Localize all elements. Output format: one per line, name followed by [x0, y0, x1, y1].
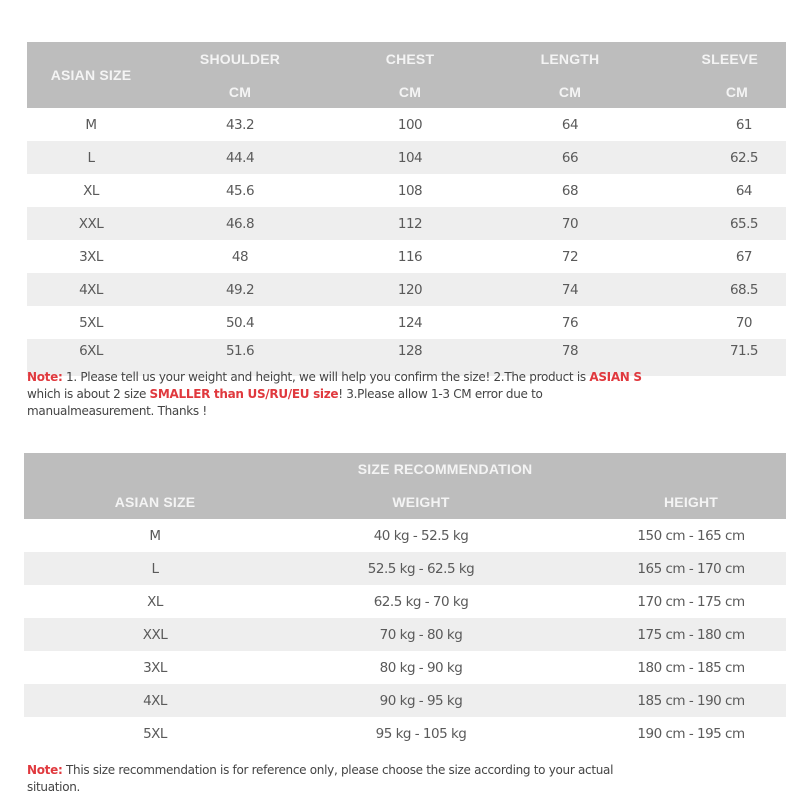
cell-size: XL	[83, 182, 99, 199]
cell-sleeve: 64	[735, 182, 752, 199]
cell-sleeve: 65.5	[729, 215, 758, 232]
table-row	[27, 108, 786, 141]
table-row	[24, 552, 786, 585]
table-row	[24, 717, 786, 750]
size-chart-header	[27, 42, 786, 108]
cell-weight: 70 kg - 80 kg	[379, 626, 463, 643]
table-row	[27, 141, 786, 174]
cell-weight: 52.5 kg - 62.5 kg	[367, 560, 475, 577]
cell-chest: 128	[397, 343, 423, 359]
recommendation-note	[27, 762, 800, 796]
header-sleeve: SLEEVE	[701, 50, 758, 67]
header-length: LENGTH	[540, 50, 600, 67]
note-line-1: Note: 1. Please tell us your weight and height, we will help you confirm the size! 2.The product is ASIAN S	[27, 370, 642, 384]
table-row	[24, 519, 786, 552]
cell-shoulder: 44.4	[225, 149, 255, 166]
table-row	[24, 618, 786, 651]
cell-height: 175 cm - 180 cm	[637, 626, 745, 643]
cell-chest: 112	[397, 215, 423, 232]
table-row	[24, 684, 786, 717]
cell-size: M	[85, 116, 97, 133]
cell-length: 68	[561, 182, 579, 199]
table-row	[27, 207, 786, 240]
smaller-highlight: SMALLER than US/RU/EU size	[149, 387, 339, 401]
cell-length: 72	[561, 248, 579, 265]
size-recommendation-table	[24, 453, 786, 750]
note-label: Note:	[27, 763, 63, 777]
cell-length: 66	[561, 149, 579, 166]
cell-sleeve: 67	[735, 248, 752, 265]
recommendation-title: SIZE RECOMMENDATION	[357, 461, 533, 477]
header-height: HEIGHT	[663, 494, 719, 510]
cell-shoulder: 51.6	[225, 343, 255, 359]
cell-size: XXL	[78, 215, 104, 232]
cell-sleeve: 68.5	[729, 281, 758, 298]
cell-length: 74	[561, 281, 579, 298]
header-shoulder: SHOULDER	[199, 50, 281, 67]
cell-height: 165 cm - 170 cm	[637, 560, 745, 577]
cell-sleeve: 71.5	[729, 343, 758, 359]
cell-chest: 124	[397, 314, 423, 331]
cell-weight: 90 kg - 95 kg	[379, 692, 463, 709]
note-label: Note:	[27, 370, 63, 384]
cell-sleeve: 62.5	[729, 149, 758, 166]
cell-height: 170 cm - 175 cm	[637, 593, 745, 610]
cell-chest: 120	[397, 281, 423, 298]
table-row	[27, 240, 786, 273]
cell-shoulder: 43.2	[225, 116, 255, 133]
cell-length: 64	[561, 116, 579, 133]
cell-size: 4XL	[143, 692, 167, 709]
cell-size: L	[87, 149, 95, 166]
cell-size: M	[149, 527, 161, 544]
note-line-1: Note: This size recommendation is for reference only, please choose the size according to your actual	[27, 763, 614, 777]
cell-size: 3XL	[143, 659, 167, 676]
header-asian-size: ASIAN SIZE	[50, 67, 132, 83]
cell-chest: 108	[397, 182, 423, 199]
cell-height: 190 cm - 195 cm	[637, 725, 745, 742]
cell-size: XXL	[142, 626, 168, 643]
header-unit-cm: CM	[558, 83, 582, 100]
cell-size: 3XL	[79, 248, 103, 265]
cell-chest: 116	[397, 248, 423, 265]
cell-size: L	[151, 560, 159, 577]
table-row	[27, 174, 786, 207]
cell-length: 70	[561, 215, 579, 232]
cell-weight: 62.5 kg - 70 kg	[373, 593, 469, 610]
recommendation-header	[24, 453, 786, 519]
note-line-2: situation.	[27, 780, 81, 794]
cell-weight: 80 kg - 90 kg	[379, 659, 463, 676]
cell-size: 5XL	[79, 314, 103, 331]
cell-height: 185 cm - 190 cm	[637, 692, 745, 709]
cell-length: 78	[561, 343, 579, 359]
asian-size-highlight: ASIAN S	[589, 370, 642, 384]
cell-size: 4XL	[79, 281, 103, 298]
size-chart-table	[27, 42, 786, 376]
size-chart-note	[27, 369, 800, 420]
header-unit-cm: CM	[725, 83, 748, 100]
header-unit-cm: CM	[398, 83, 422, 100]
note-line-2: which is about 2 size SMALLER than US/RU/EU size! 3.Please allow 1-3 CM error due to	[27, 387, 543, 401]
cell-weight: 95 kg - 105 kg	[375, 725, 467, 742]
cell-shoulder: 50.4	[225, 314, 255, 331]
note-line-3: manualmeasurement. Thanks !	[27, 404, 207, 418]
header-chest: CHEST	[385, 50, 435, 67]
header-asian-size: ASIAN SIZE	[114, 494, 196, 510]
cell-shoulder: 45.6	[225, 182, 255, 199]
cell-height: 150 cm - 165 cm	[637, 527, 745, 544]
cell-shoulder: 49.2	[225, 281, 255, 298]
table-row	[27, 273, 786, 306]
table-row	[27, 306, 786, 339]
cell-weight: 40 kg - 52.5 kg	[373, 527, 469, 544]
table-row	[24, 651, 786, 684]
cell-shoulder: 48	[231, 248, 249, 265]
cell-height: 180 cm - 185 cm	[637, 659, 745, 676]
header-weight: WEIGHT	[392, 494, 450, 510]
cell-length: 76	[561, 314, 579, 331]
cell-chest: 104	[397, 149, 423, 166]
cell-size: XL	[147, 593, 163, 610]
cell-sleeve: 70	[735, 314, 752, 331]
table-row	[24, 585, 786, 618]
cell-shoulder: 46.8	[225, 215, 255, 232]
cell-size: 5XL	[143, 725, 167, 742]
cell-chest: 100	[397, 116, 423, 133]
cell-sleeve: 61	[735, 116, 752, 133]
header-unit-cm: CM	[228, 83, 252, 100]
cell-size: 6XL	[79, 343, 103, 359]
